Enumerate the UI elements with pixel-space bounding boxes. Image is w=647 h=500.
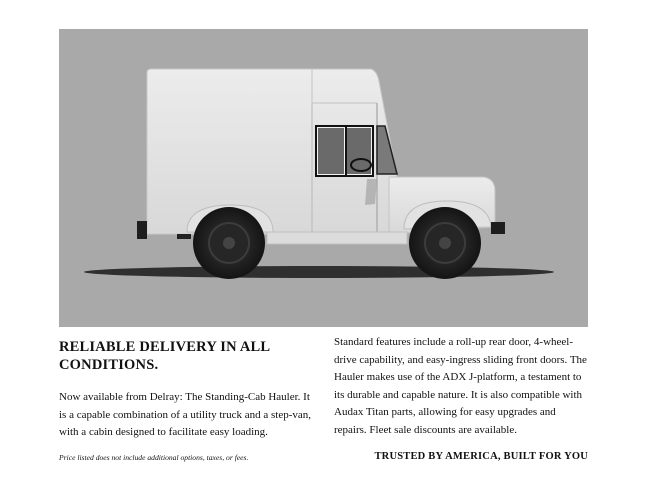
windshield <box>377 126 397 174</box>
front-bumper <box>491 222 505 234</box>
tagline: TRUSTED BY AMERICA, BUILT FOR YOU <box>374 451 588 462</box>
features-paragraph: Standard features include a roll-up rear door, 4-wheel-drive capability, and easy-ingress sliding front doors. The Hauler makes use of the ADX J-platform, a testament to its durable and capable nature. It is also compatible with Audax Titan parts, allowing for easy upgrades and repairs. Fleet sale discounts are available. <box>334 336 587 436</box>
intro-paragraph: Now available from Delray: The Standing-Cab Hauler. It is a capable combination of a utility truck and a step-van, with a cabin designed to facilitate easy loading. <box>59 391 312 438</box>
rear-bumper <box>137 221 147 239</box>
right-column <box>334 334 590 439</box>
left-column <box>59 338 314 442</box>
headline: RELIABLE DELIVERY IN ALL CONDITIONS. <box>59 339 270 373</box>
ground-shadow <box>84 266 554 278</box>
disclaimer: Price listed does not include additional options, taxes, or fees. <box>59 453 249 462</box>
step-van-illustration <box>59 29 588 327</box>
hero-image <box>59 29 588 327</box>
